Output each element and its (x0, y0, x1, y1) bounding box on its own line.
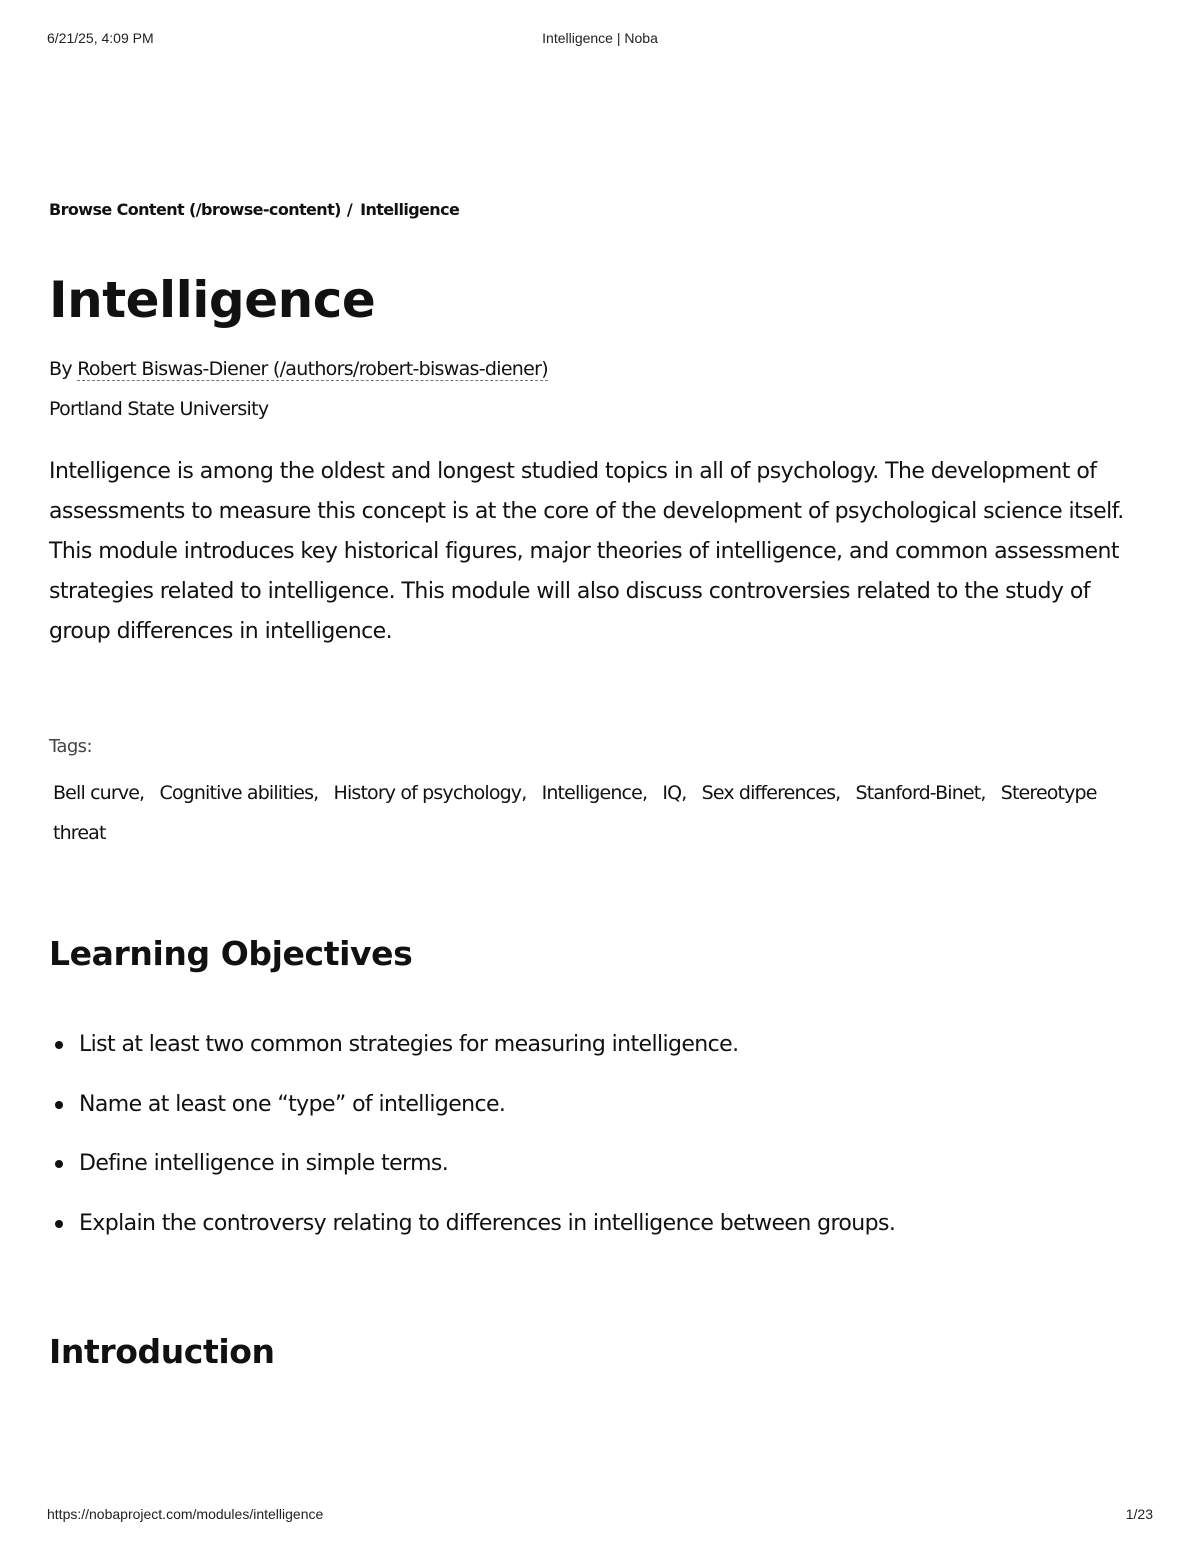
learning-objectives-list (49, 1024, 1149, 1262)
author-affiliation: Portland State University (49, 398, 269, 420)
breadcrumb-separator: / (346, 200, 353, 219)
tag-bell-curve[interactable]: Bell curve, (53, 782, 145, 804)
tag-stereotype-threat[interactable]: Stereotype threat (53, 782, 1097, 844)
tag-intelligence[interactable]: Intelligence, (541, 782, 648, 804)
bullet-icon (55, 1041, 63, 1049)
print-header (0, 30, 1200, 50)
bullet-icon (55, 1220, 63, 1228)
objective-text: Define intelligence in simple terms. (79, 1151, 449, 1176)
bullet-icon (55, 1101, 63, 1109)
tag-iq[interactable]: IQ, (662, 782, 687, 804)
byline (49, 358, 548, 380)
tag-history-of-psychology[interactable]: History of psychology, (333, 782, 527, 804)
objective-text: List at least two common strategies for measuring intelligence. (79, 1032, 739, 1057)
list-item (49, 1203, 1149, 1263)
byline-prefix: By (49, 358, 72, 380)
bullet-icon (55, 1160, 63, 1168)
author-link[interactable]: Robert Biswas-Diener (/authors/robert-biswas-diener) (77, 358, 548, 380)
tags-label: Tags: (49, 736, 92, 757)
list-item (49, 1084, 1149, 1144)
tag-list (53, 773, 1113, 853)
tag-stanford-binet[interactable]: Stanford-Binet, (855, 782, 986, 804)
print-url: https://nobaproject.com/modules/intelligence (47, 1506, 324, 1522)
objective-text: Name at least one “type” of intelligence. (79, 1091, 506, 1117)
tag-cognitive-abilities[interactable]: Cognitive abilities, (159, 782, 319, 804)
page-title: Intelligence (49, 271, 376, 329)
print-page-number: 1/23 (1125, 1506, 1153, 1522)
tag-sex-differences[interactable]: Sex differences, (701, 782, 841, 804)
print-page-title: Intelligence | Noba (542, 30, 658, 46)
list-item (49, 1024, 1149, 1084)
abstract: Intelligence is among the oldest and longest studied topics in all of psychology. The development of assessments to measure this concept is at the core of the development of psychological science itself. This module introduces key historical figures, major theories of intelligence, and common assessment strategies related to intelligence. This module will also discuss controversies related to the study of group differences in intelligence. (49, 459, 1124, 644)
breadcrumb-link-browse-content[interactable]: Browse Content (/browse-content) (49, 200, 341, 219)
print-footer (0, 1506, 1200, 1526)
breadcrumb (49, 200, 459, 219)
learning-objectives-heading: Learning Objectives (49, 934, 413, 973)
objective-text: Explain the controversy relating to differences in intelligence between groups. (79, 1210, 896, 1236)
introduction-heading: Introduction (49, 1332, 275, 1371)
list-item (49, 1143, 1149, 1203)
breadcrumb-current: Intelligence (360, 200, 460, 219)
print-datetime: 6/21/25, 4:09 PM (47, 30, 154, 46)
